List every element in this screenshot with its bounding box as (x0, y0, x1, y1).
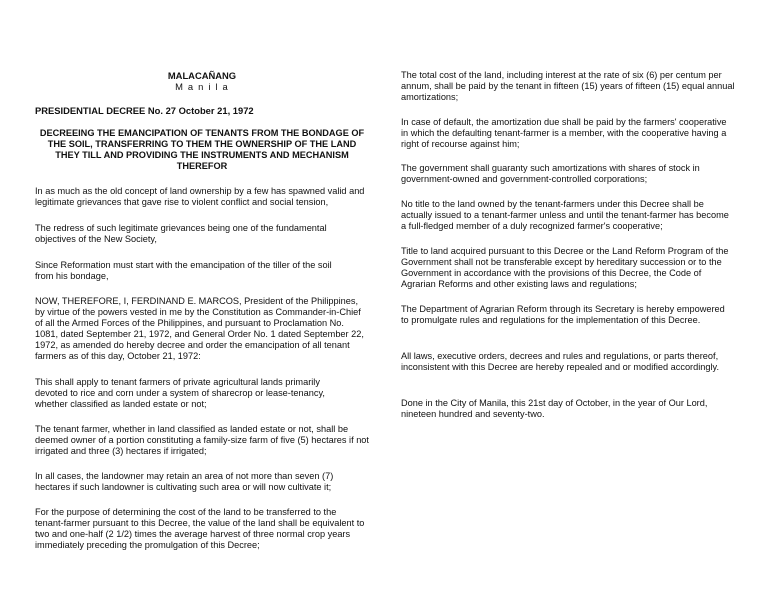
left-paragraph-7: In all cases, the landowner may retain an area of not more than seven (7) hectares if such landowner is cultivating such area or will now cultivate it; (35, 471, 334, 492)
left-paragraph-8: For the purpose of determining the cost of the land to be transferred to the tenant-farmer pursuant to this Decree, the value of the land shall be equivalent to two and one-half (2 1/2) times the average harvest of three normal crop years immediately preceding the promulgation of this Decree; (35, 507, 365, 550)
decree-number: PRESIDENTIAL DECREE No. 27 October 21, 1972 (35, 105, 254, 116)
right-paragraph-5: Title to land acquired pursuant to this Decree or the Land Reform Program of the Government shall not be transferable except by hereditary succession or to the Government in accordance with the provisions of this Decree, the Code of Agrarian Reforms and other existing laws and regulations; (401, 246, 729, 289)
office-heading: MALACAÑANG (167, 70, 237, 81)
left-paragraph-6: The tenant farmer, whether in land classified as landed estate or not, shall be deemed owner of a portion constituting a family-size farm of five (5) hectares if not irrigated and three (3) hectares if irrigated; (35, 424, 369, 456)
right-paragraph-1: The total cost of the land, including interest at the rate of six (6) per centum per annum, shall be paid by the tenant in fifteen (15) years of fifteen (15) equal annual amortizations; (401, 70, 735, 102)
right-paragraph-4: No title to the land owned by the tenant-farmers under this Decree shall be actually issued to a tenant-farmer unless and until the tenant-farmer has become a full-fledged member of a duly recognized farmer's cooperative; (401, 199, 729, 231)
right-paragraph-3: The government shall guaranty such amortizations with shares of stock in government-owned and government-controlled corporations; (401, 163, 700, 184)
left-paragraph-4: NOW, THEREFORE, I, FERDINAND E. MARCOS, President of the Philippines, by virtue of the powers vested in me by the Constitution as Commander-in-Chief of all the Armed Forces of the Philippines, and pursuant to Proclamation No. 1081, dated September 21, 1972, and General Order No. 1 dated September 22, 1972, as amended do hereby decree and order the emancipation of all tenant farmers as of this day, October 21, 1972: (35, 296, 364, 361)
right-paragraph-2: In case of default, the amortization due shall be paid by the farmers' cooperative in which the defaulting tenant-farmer is a member, with the cooperative having a right of recourse against him; (401, 117, 727, 149)
left-paragraph-1: In as much as the old concept of land ownership by a few has spawned valid and legitimate grievances that gave rise to violent conflict and social tension, (35, 186, 365, 207)
city-heading: M a n i l a (175, 81, 229, 92)
decree-title: DECREEING THE EMANCIPATION OF TENANTS FROM THE BONDAGE OF THE SOIL, TRANSFERRING TO THEM THE OWNERSHIP OF THE LAND THEY TILL AND PROVIDING THE INSTRUMENTS AND MECHANISM THEREFOR (39, 128, 365, 171)
left-paragraph-3: Since Reformation must start with the emancipation of the tiller of the soil from his bondage, (35, 260, 332, 281)
right-paragraph-8: Done in the City of Manila, this 21st day of October, in the year of Our Lord, nineteen hundred and seventy-two. (401, 398, 708, 419)
left-paragraph-2: The redress of such legitimate grievances being one of the fundamental objectives of the New Society, (35, 223, 327, 244)
right-paragraph-7: All laws, executive orders, decrees and rules and regulations, or parts thereof, inconsistent with this Decree are hereby repealed and or modified accordingly. (401, 351, 719, 372)
left-paragraph-5: This shall apply to tenant farmers of private agricultural lands primarily devoted to rice and corn under a system of sharecrop or lease-tenancy, whether classified as landed estate or not; (35, 377, 325, 409)
right-paragraph-6: The Department of Agrarian Reform through its Secretary is hereby empowered to promulgate rules and regulations for the implementation of this Decree. (401, 304, 725, 325)
